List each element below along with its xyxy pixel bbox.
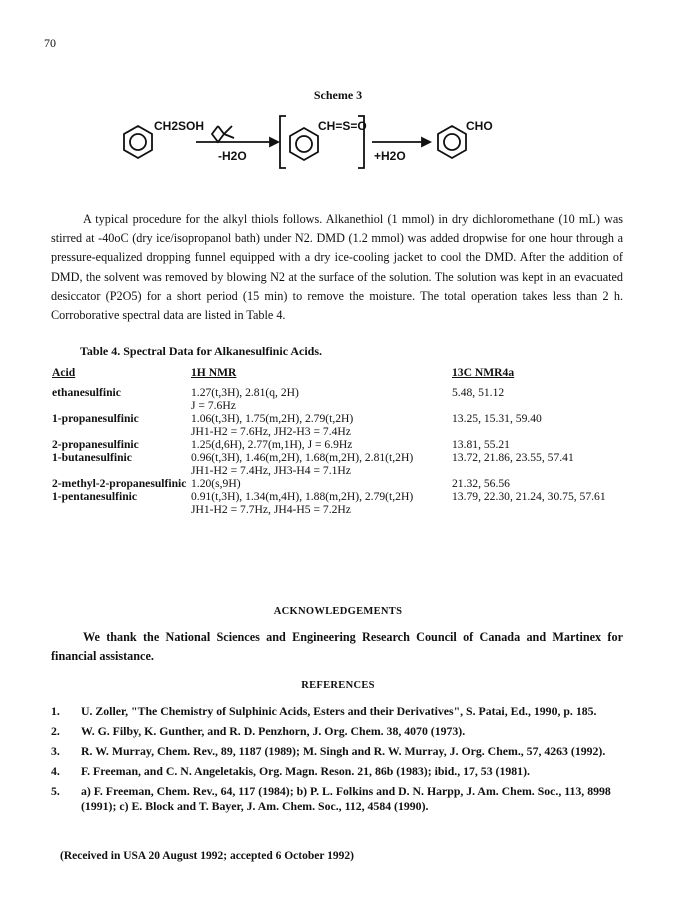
table-row — [52, 451, 652, 477]
h1-nmr-line1: 0.91(t,3H), 1.34(m,4H), 1.88(m,2H), 2.79(t,2H) — [191, 490, 414, 503]
product-label: CHO — [466, 119, 493, 133]
page-number: 70 — [44, 36, 56, 50]
minus-water-label: -H2O — [218, 149, 247, 163]
h1-nmr-cell — [191, 386, 452, 412]
c13-nmr-cell: 13.72, 21.86, 23.55, 57.41 — [452, 451, 574, 464]
reference-item — [51, 724, 623, 739]
acid-name: 2-methyl-2-propanesulfinic — [52, 477, 187, 490]
h1-nmr-line1: 1.25(d,6H), 2.77(m,1H), J = 6.9Hz — [191, 438, 353, 451]
reference-item — [51, 784, 623, 814]
h1-nmr-line2: J = 7.6Hz — [191, 399, 236, 412]
reference-number: 3. — [51, 744, 60, 758]
header-acid: Acid — [52, 366, 76, 379]
h1-nmr-line2: JH1-H2 = 7.6Hz, JH2-H3 = 7.4Hz — [191, 425, 351, 438]
h1-nmr-line2: JH1-H2 = 7.4Hz, JH3-H4 = 7.1Hz — [191, 464, 351, 477]
h1-nmr-line1: 1.27(t,3H), 2.81(q, 2H) — [191, 386, 299, 399]
intermediate-benzene-ring — [290, 128, 318, 160]
reference-number: 2. — [51, 724, 60, 738]
received-date: (Received in USA 20 August 1992; accepted 6 October 1992) — [60, 850, 354, 862]
reference-text: a) F. Freeman, Chem. Rev., 64, 117 (1984); b) P. L. Folkins and D. N. Harpp, J. Am. Chem. Soc., 113, 8998 (1991); c) E. Block and T. Bayer, J. Am. Chem. Soc., 112, 4584 (1990). — [81, 784, 611, 813]
c13-nmr-cell: 13.79, 22.30, 21.24, 30.75, 57.61 — [452, 490, 606, 503]
procedure-paragraph: A typical procedure for the alkyl thiols follows. Alkanethiol (1 mmol) in dry dichloromethane (10 mL) was stirred at -40oC (dry ice/isopropanol bath) under N2. DMD (1.2 mmol) was added dropwise for one hour through a pressure-equalized dropping funnel equipped with a dry ice-cooling jacket to cool the DMD. After the addition of DMD, the solvent was removed by blowing N2 at the surface of the solution. The solution was kept in an evacuated desiccator (P2O5) for a short period (15 min) to remove the moisture. The total operation takes less than 2 h. Corroborative spectral data are listed in Table 4. — [51, 212, 623, 323]
table-row — [52, 490, 652, 516]
acid-name: 1-pentanesulfinic — [52, 490, 138, 503]
c13-nmr-cell: 5.48, 51.12 — [452, 386, 505, 399]
references-list — [51, 704, 623, 819]
reference-number: 4. — [51, 764, 60, 778]
c13-nmr-cell: 13.25, 15.31, 59.40 — [452, 412, 542, 425]
h1-nmr-cell — [191, 438, 452, 451]
acid-name: ethanesulfinic — [52, 386, 121, 399]
table-header-row — [52, 366, 652, 386]
reaction-scheme — [100, 108, 580, 178]
h1-nmr-cell — [191, 490, 452, 516]
reference-item — [51, 744, 623, 759]
acknowledgements-text: We thank the National Sciences and Engineering Research Council of Canada and Martinex for financial assistance. — [51, 630, 623, 663]
h1-nmr-cell — [191, 412, 452, 438]
reference-text: F. Freeman, and C. N. Angeletakis, Org. Magn. Reson. 21, 86b (1983); ibid., 17, 53 (1981). — [81, 764, 530, 778]
spectral-data-table — [52, 366, 652, 516]
h1-nmr-line1: 1.20(s,9H) — [191, 477, 241, 490]
h1-nmr-line1: 0.96(t,3H), 1.46(m,2H), 1.68(m,2H), 2.81(t,2H) — [191, 451, 414, 464]
acknowledgements-heading: ACKNOWLEDGEMENTS — [273, 606, 403, 617]
plus-water-label: +H2O — [374, 149, 406, 163]
c13-nmr-cell: 21.32, 56.56 — [452, 477, 510, 490]
scheme-title: Scheme 3 — [313, 88, 363, 102]
h1-nmr-cell — [191, 451, 452, 477]
acid-name: 1-propanesulfinic — [52, 412, 139, 425]
table-row — [52, 412, 652, 438]
c13-nmr-cell: 13.81, 55.21 — [452, 438, 510, 451]
reference-number: 5. — [51, 784, 60, 798]
left-bracket — [280, 116, 286, 168]
reference-text: W. G. Filby, K. Gunther, and R. D. Penzhorn, J. Org. Chem. 38, 4070 (1973). — [81, 724, 466, 738]
h1-nmr-line1: 1.06(t,3H), 1.75(m,2H), 2.79(t,2H) — [191, 412, 354, 425]
intermediate-label: CH=S=O — [318, 119, 367, 133]
header-h1-nmr: 1H NMR — [191, 366, 237, 379]
reference-text: R. W. Murray, Chem. Rev., 89, 1187 (1989); M. Singh and R. W. Murray, J. Org. Chem., 57, 4263 (1992). — [81, 744, 606, 758]
reactant-benzene-ring — [124, 126, 152, 158]
h1-nmr-line2: JH1-H2 = 7.7Hz, JH4-H5 = 7.2Hz — [191, 503, 351, 516]
reference-item — [51, 704, 623, 719]
reference-item — [51, 764, 623, 779]
h1-nmr-cell — [191, 477, 452, 490]
table-row — [52, 438, 652, 451]
table-row — [52, 386, 652, 412]
reference-text: U. Zoller, "The Chemistry of Sulphinic Acids, Esters and their Derivatives", S. Patai, Ed., 1990, p. 185. — [81, 704, 597, 718]
acid-name: 2-propanesulfinic — [52, 438, 139, 451]
dioxirane-fragment — [212, 126, 224, 142]
reference-number: 1. — [51, 704, 60, 718]
table-row — [52, 477, 652, 490]
reactant-label: CH2SOH — [154, 119, 205, 133]
acid-name: 1-butanesulfinic — [52, 451, 132, 464]
product-benzene-ring — [438, 126, 466, 158]
references-heading: REFERENCES — [301, 680, 375, 691]
header-c13-nmr: 13C NMR4a — [452, 366, 515, 379]
table-title: Table 4. Spectral Data for Alkanesulfinic Acids. — [80, 344, 323, 358]
